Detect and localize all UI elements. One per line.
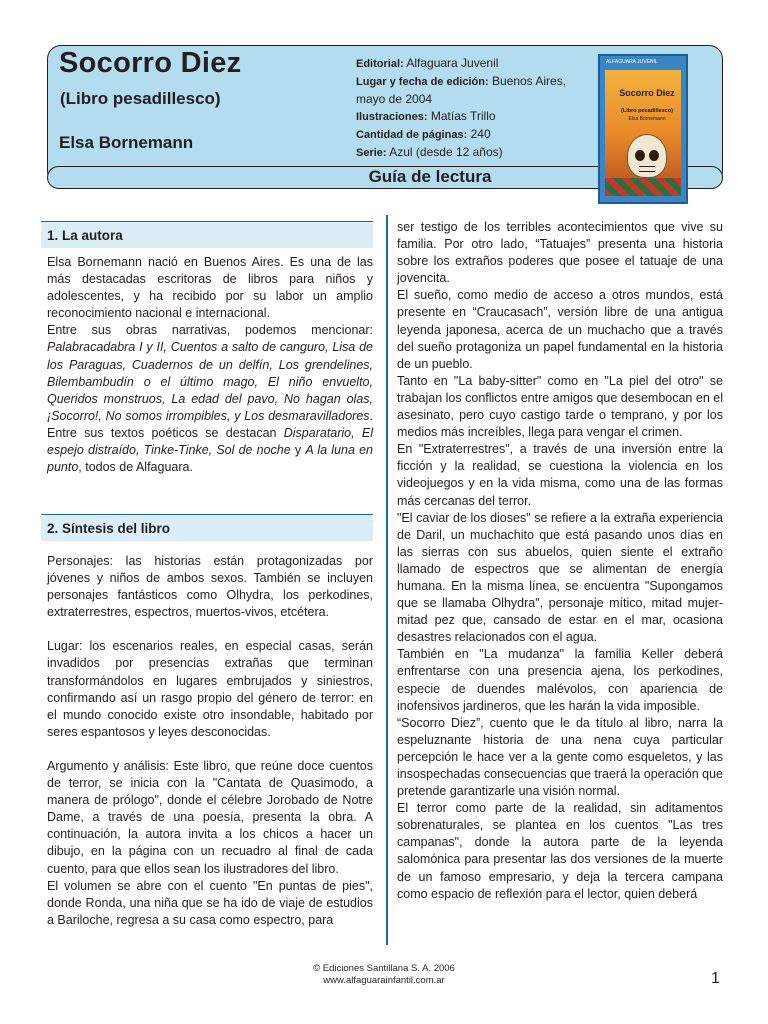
book-metadata (356, 55, 588, 162)
author-bio: Elsa Bornemann nació en Buenos Aires. Es una de las más destacadas escritoras de libros para niños y adolescentes, y ha recibido por su labor un amplio reconocimiento nacional e internacional. (47, 255, 373, 321)
section-heading-synopsis: 2. Síntesis del libro (41, 514, 373, 541)
paragraph: El sueño, como medio de acceso a otros mundos, está presente en “Craucasach”, versión libre de una antigua leyenda japonesa, acerca de un muchacho que a través del sueño protagoniza un papel fundamental en la historia de un pueblo. (397, 288, 723, 371)
cover-artwork (605, 70, 681, 196)
synopsis-setting: Lugar: los escenarios reales, en especial casas, serán invadidos por presencias extrañas que terminan transformándolos en lugares embrujados y siniestros, confirmando así un rasgo propio del género de terror: en el mundo conocido existe otro insondable, habitado por seres espantosos y leyes desconocidas. (47, 639, 373, 739)
author-works: Entre sus obras narrativas, podemos mencionar: Palabracadabra I y II, Cuentos a salto de canguro, Lisa de los Paraguas, Cuadernos de un delfín, Los grendelines, Bilembambudín o el último mago, El niño envuelto, Queridos monstruos, La edad del pavo, No hagan olas, ¡Socorro!, No somos irrompibles, y Los desmaravilladores. Entre sus textos poéticos se destacan Disparatario, El espejo distraído, Tinke-Tinke, Sol de noche y A la luna en punto, todos de Alfaguara. (47, 323, 373, 475)
paragraph: Tanto en "La baby-sitter" como en "La piel del otro" se trabajan los conflictos entre amigos que desembocan en el asesinato, pero cuyo castigo tarde o temprano, y por los medios más increíbles, llega para vengar el crimen. (397, 373, 723, 440)
meta-pages: Cantidad de páginas: 240 (356, 127, 491, 141)
synopsis-plot: Argumento y análisis: Este libro, que reúne doce cuentos de terror, se inicia con la "Cantata de Quasimodo, a manera de prólogo", donde el célebre Jorobado de Notre Dame, a través de una poesía, presenta la obra. A continuación, la autora invita a los chicos a hacer un dibujo, en la página con un recuadro al final de cada cuento, para que ellos sean los ilustradores del libro. (47, 758, 373, 876)
skull-teeth (639, 166, 655, 172)
cover-title: Socorro Diez (619, 88, 675, 98)
meta-place-date: Lugar y fecha de edición: Buenos Aires, mayo de 2004 (356, 74, 567, 106)
book-cover-image (598, 54, 688, 204)
skull-illustration (627, 134, 667, 178)
synopsis-column (47, 553, 373, 929)
meta-series: Serie: Azul (desde 12 años) (356, 145, 503, 159)
cover-pattern (605, 178, 681, 196)
reading-guide-bar: Guía de lectura (47, 166, 723, 189)
footer (0, 963, 768, 987)
paragraph: ser testigo de los terribles acontecimientos que vive su familia. Por otro lado, “Tatuajes” presenta una historia sobre los extraños poderes que posee el tatuaje de una jovencita. (397, 220, 723, 286)
cover-author: Elsa Bornemann (628, 116, 666, 122)
skull-eye (649, 150, 659, 161)
paragraph: El terror como parte de la realidad, sin aditamentos sobrenaturales, se plantea en los cuentos "Las tres campanas", donde la autora parte de la leyenda salomónica para presentar las dos versiones de la muerte de un famoso empresario, y deja la tercera campana como espacio de reflexión para el lector, quien deberá (397, 801, 723, 901)
paragraph: En "Extraterrestres", a través de una inversión entre la ficción y la realidad, se cuestiona la violencia en los videojuegos y en la vida misma, como una de las formas más cercanas del terror. (397, 442, 723, 508)
page-number: 1 (711, 970, 720, 987)
cover-subtitle: (Libro pesadillesco) (621, 108, 673, 114)
website-link[interactable]: www.alfaguarainfantil.com.ar (323, 975, 445, 986)
right-column (397, 219, 723, 903)
meta-illustrations: Ilustraciones: Matías Trillo (356, 109, 496, 123)
section-heading-author: 1. La autora (41, 221, 373, 248)
paragraph: “Socorro Diez”, cuento que le da título al libro, narra la espeluznante historia de una nena cuya particular percepción le hace ver a la gente como esqueletos, y las insospechadas consecuencias que traerá la operación que pretende garantizarle una visión normal. (397, 715, 723, 799)
book-author: Elsa Bornemann (59, 133, 194, 152)
skull-eye (635, 150, 645, 161)
book-title: Socorro Diez (59, 47, 242, 79)
column-divider (386, 215, 388, 945)
paragraph: También en "La mudanza" la familia Keller deberá enfrentarse con una presencia ajena, los perkodines, especie de duendes malévolos, con apariencia de inofensivos jardineros, que les harán la vida imposible. (397, 647, 723, 713)
meta-editorial: Editorial: Alfaguara Juvenil (356, 56, 499, 70)
copyright: © Ediciones Santillana S. A. 2006 (313, 963, 455, 974)
book-subtitle: (Libro pesadillesco) (60, 89, 221, 108)
cover-series-text: ALFAGUARA JUVENIL (606, 59, 658, 65)
paragraph: "El caviar de los dioses" se refiere a la extraña experiencia de Daril, un muchachito que está pasando unos días en las sierras con sus abuelos, quien siente el extraño llamado de espectros que se alimentan de energía humana. En la misma línea, se encuentra "Supongamos que se llamaba Olhydra", personaje mítico, mitad mujer-mitad pez que, cansado de estar en el mar, ocasiona desastres relacionados con el agua. (397, 510, 723, 645)
synopsis-characters: Personajes: las historias están protagonizadas por jóvenes y niños de ambos sexos. También se incluyen personajes fantásticos como Olhydra, los perkodines, extraterrestres, espectros, muertos-vivos, etcétera. (47, 554, 373, 620)
left-column (47, 254, 373, 476)
synopsis-plot-cont: El volumen se abre con el cuento "En puntas de pies", donde Ronda, una niña que se ha ido de viaje de estudios a Bariloche, regresa a su casa como espectro, para (47, 878, 373, 927)
